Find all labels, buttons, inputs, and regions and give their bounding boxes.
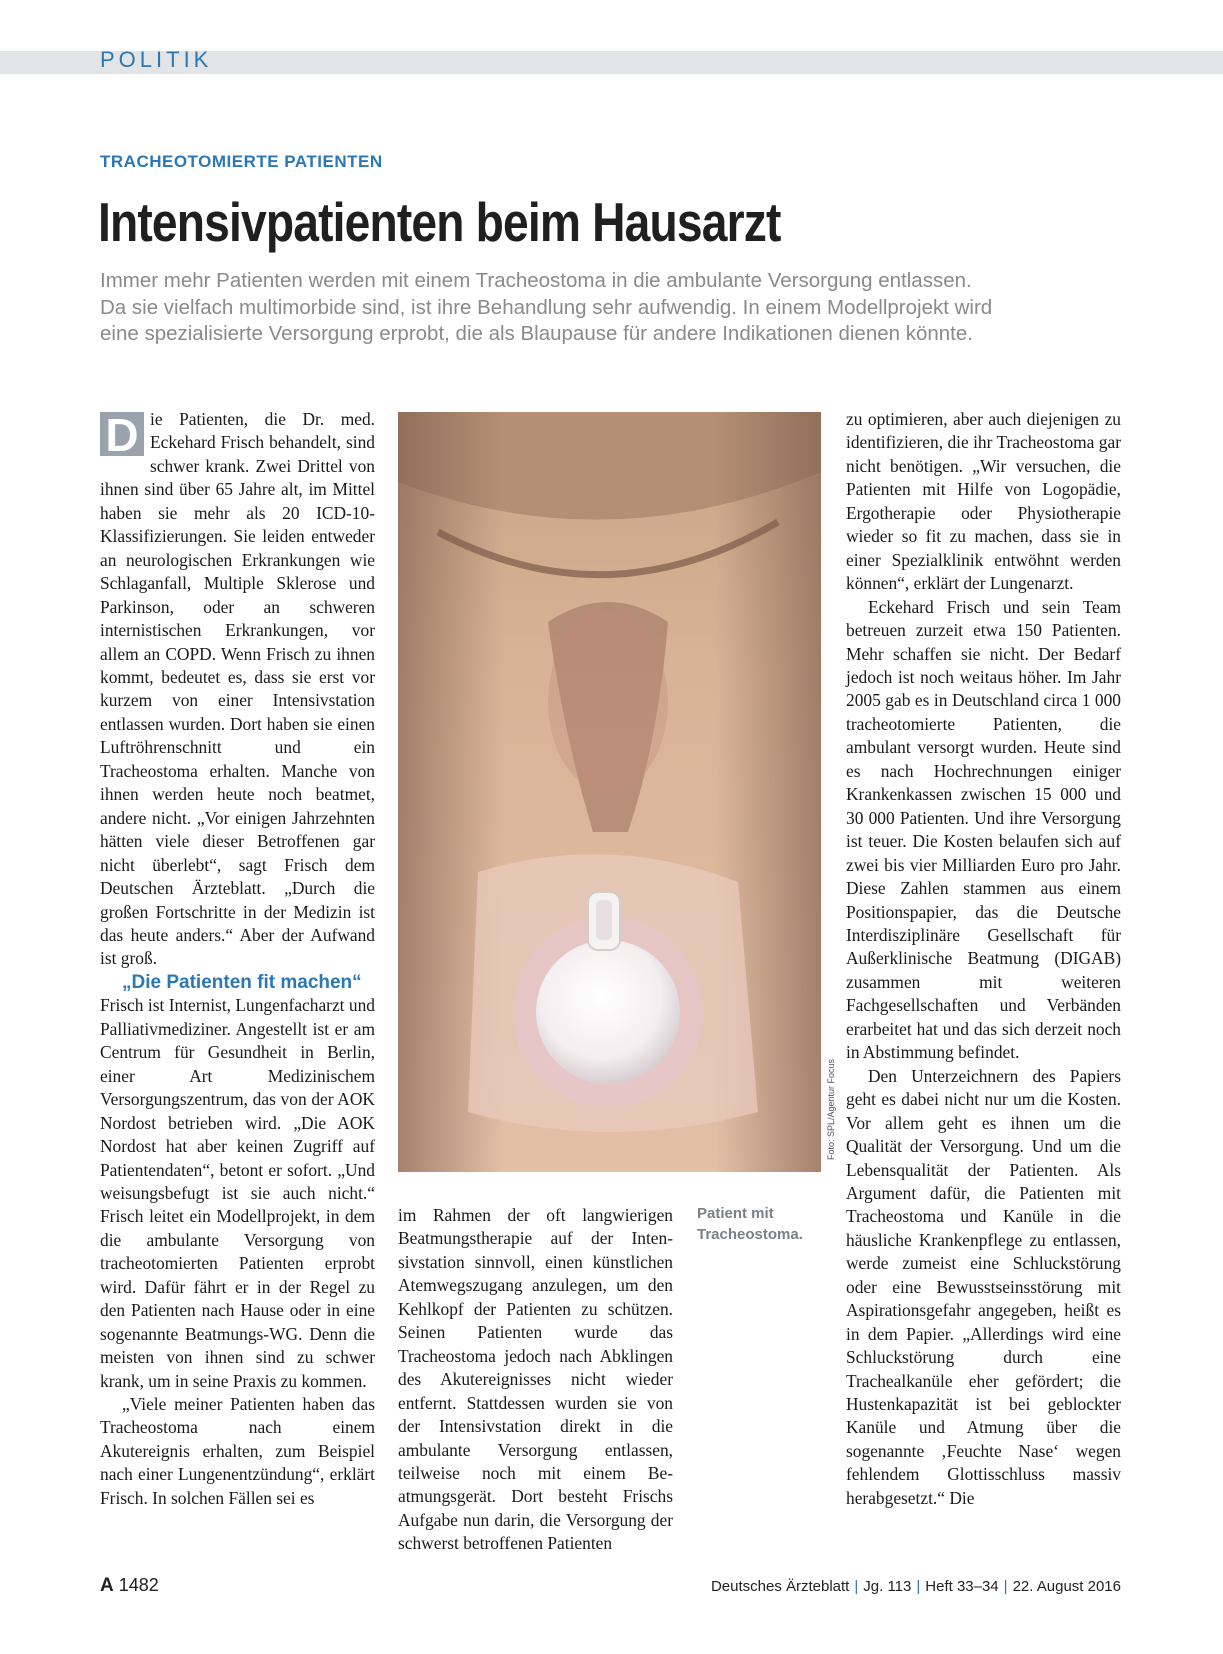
headline: Intensivpatienten beim Hausarzt — [98, 191, 781, 253]
article-paragraph — [100, 408, 375, 971]
caption-line: Tracheostoma. — [697, 1226, 803, 1243]
article-column-3 — [846, 408, 1121, 1510]
lead-line: eine spezialisierte Versorgung erprobt, die als Blaupause für andere Indikationen dienen könnte. — [100, 322, 973, 345]
journal-volume: Jg. 113 — [863, 1578, 912, 1595]
page-number-value: 1482 — [118, 1575, 159, 1595]
article-paragraph: Den Unterzeichnern des Papiers geht es dabei nicht nur um die Kosten. Vor allem geht es ihnen um die Qualität der Versorgung. Und um die Lebensqualität der Patienten. Als Argument dafür, die Patienten mit Tracheostoma und Kanüle in die häusliche Krankenpflege zu entlassen, werde zumeist eine Schluckstörung oder eine Bewusstseinsstörung mit Aspirationsgefahr angegeben, heißt es in dem Papier. „Allerdings wird eine Schluckstörung durch eine Trachealkanüle eher gefördert; die Hustenkapazität ist bei geblockter Kanüle und Atmung über die sogenannte ‚Feuchte Nase‘ wegen fehlendem Glottisschluss massiv herabgesetzt.“ Die — [846, 1065, 1121, 1508]
lead-line: Immer mehr Patienten werden mit einem Tracheostoma in die ambulante Versorgung entlassen. — [100, 269, 972, 292]
article-column-2 — [398, 1204, 673, 1556]
section-label: POLITIK — [100, 47, 213, 72]
footer-separator: | — [916, 1578, 921, 1595]
journal-issue: Heft 33–34 — [925, 1578, 999, 1595]
photo-caption — [697, 1203, 827, 1245]
caption-line: Patient mit — [697, 1205, 774, 1222]
drop-cap: D — [100, 412, 144, 456]
article-paragraph: Frisch ist Internist, Lungenfacharzt und Palliativmediziner. Angestellt ist er am Centrum für Gesundheit in Berlin, einer Art Medizinischem Versorgungszentrum, das von der AOK Nordost betrieben wird. „Die AOK Nordost hat aber keinen Zugriff auf Patientendaten“, betont er sofort. „Und weisungsbefugt ist sie auch nicht.“ Frisch leitet ein Modellprojekt, in dem die ambulante Versorgung von tracheotomierten Patienten erprobt wird. Dafür fährt er in der Regel zu den Patienten nach Hause oder in eine sogenannte Beatmungs-WG. Denn die meisten von ihnen sind zu schwer krank, um in seine Praxis zu kommen. — [100, 995, 375, 1391]
page-prefix: A — [100, 1575, 114, 1596]
article-paragraph: im Rahmen der oft langwierigen Beatmungstherapie auf der Intensivstation sinnvoll, einen künstlichen Atemwegszugang anzulegen, um den Kehlkopf der Patienten zu schützen. Seinen Patienten wurde das Tracheostoma jedoch nach Abklingen des Akutereignisses nicht wieder entfernt. Stattdessen wurden sie von der Intensivstation direkt in die ambulante Versorgung entlassen, teilweise noch mit einem Beatmungsgerät. Dort besteht Frischs Aufgabe nun darin, die Versorgung der schwerst betroffenen Patienten — [398, 1205, 673, 1554]
photo-credit: Foto: SPL/Agentur Focus — [826, 1058, 836, 1160]
journal-name: Deutsches Ärzteblatt — [710, 1578, 850, 1595]
lead-paragraph — [100, 268, 1120, 348]
article-column-1 — [100, 408, 375, 1510]
article-paragraph: „Viele meiner Patienten haben das Tracheostoma nach einem Akutereignis erhalten, zum Beispiel nach einer Lungenentzündung“, erklärt Frisch. In solchen Fällen sei es — [100, 1394, 375, 1508]
page-number — [100, 1575, 159, 1597]
article-paragraph: Eckehard Frisch und sein Team betreuen zurzeit etwa 150 Patienten. Mehr schaffen sie nicht. Der Bedarf jedoch ist noch weitaus höher. Im Jahr 2005 gab es in Deutschland circa 1 000 tracheotomierte Patienten, die ambulant versorgt wurden. Heute sind es nach Hochrechnungen einiger Krankenkassen zwischen 15 000 und 30 000 Patienten. Und ihre Versorgung ist teuer. Die Kosten belaufen sich auf zwei bis vier Milliarden Euro pro Jahr. Diese Zahlen stammen aus einem Positionspapier, das die Deutsche Interdisziplinäre Gesellschaft für Außerklinische Beatmung (DIGAB) zusammen mit weiteren Fachgesellschaften und Verbänden erarbeitet hat und das sich derzeit noch in Abstimmung befindet. — [846, 596, 1121, 1063]
kicker: TRACHEOTOMIERTE PATIENTEN — [100, 152, 383, 171]
article-paragraph: zu optimieren, aber auch diejenigen zu identifizieren, die ihr Tracheostoma gar nicht benötigen. „Wir versuchen, die Patienten mit Hilfe von Logopädie, Ergotherapie oder Physiotherapie wieder so fit zu machen, dass sie in einer Spezialklinik entwöhnt werden können“, erklärt der Lungenarzt. — [846, 409, 1121, 594]
footer-separator: | — [854, 1578, 859, 1595]
journal-footer — [711, 1578, 1121, 1595]
journal-date: 22. August 2016 — [1012, 1578, 1121, 1595]
paragraph-text: ie Patienten, die Dr. med. Eckehard Frisch behandelt, sind schwer krank. Zwei Drittel von ihnen sind über 65 Jahre alt, im Mittel haben sie mehr als 20 ICD-10-Klassifizierungen. Sie leiden entweder an neurologischen Erkrankungen wie Schlaganfall, Multiple Sklerose und Parkinson, oder an schweren internistischen Erkrankungen, vor allem an COPD. Wenn Frisch zu ihnen kommt, bedeutet es, dass sie erst vor kurzem von einer Intensivstation entlassen wurden. Dort haben sie einen Luftröhrenschnitt und ein Tracheostoma erhalten. Manche von ihnen werden heute noch beatmet, andere nicht. „Vor einigen Jahrzehnten hätten viele dieser Betroffenen gar nicht überlebt“, sagt Frisch dem Deutschen Ärzteblatt. „Durch die großen Fortschritte in der Medizin ist das heute anders.“ Aber der Aufwand ist groß. — [100, 409, 375, 969]
footer-separator: | — [1003, 1578, 1008, 1595]
lead-line: Da sie vielfach multimorbide sind, ist ihre Behandlung sehr aufwendig. In einem Modellprojekt wird — [100, 295, 993, 319]
subheading: „Die Patienten fit machen“ — [122, 971, 362, 993]
tracheostoma-photo — [398, 412, 821, 1172]
